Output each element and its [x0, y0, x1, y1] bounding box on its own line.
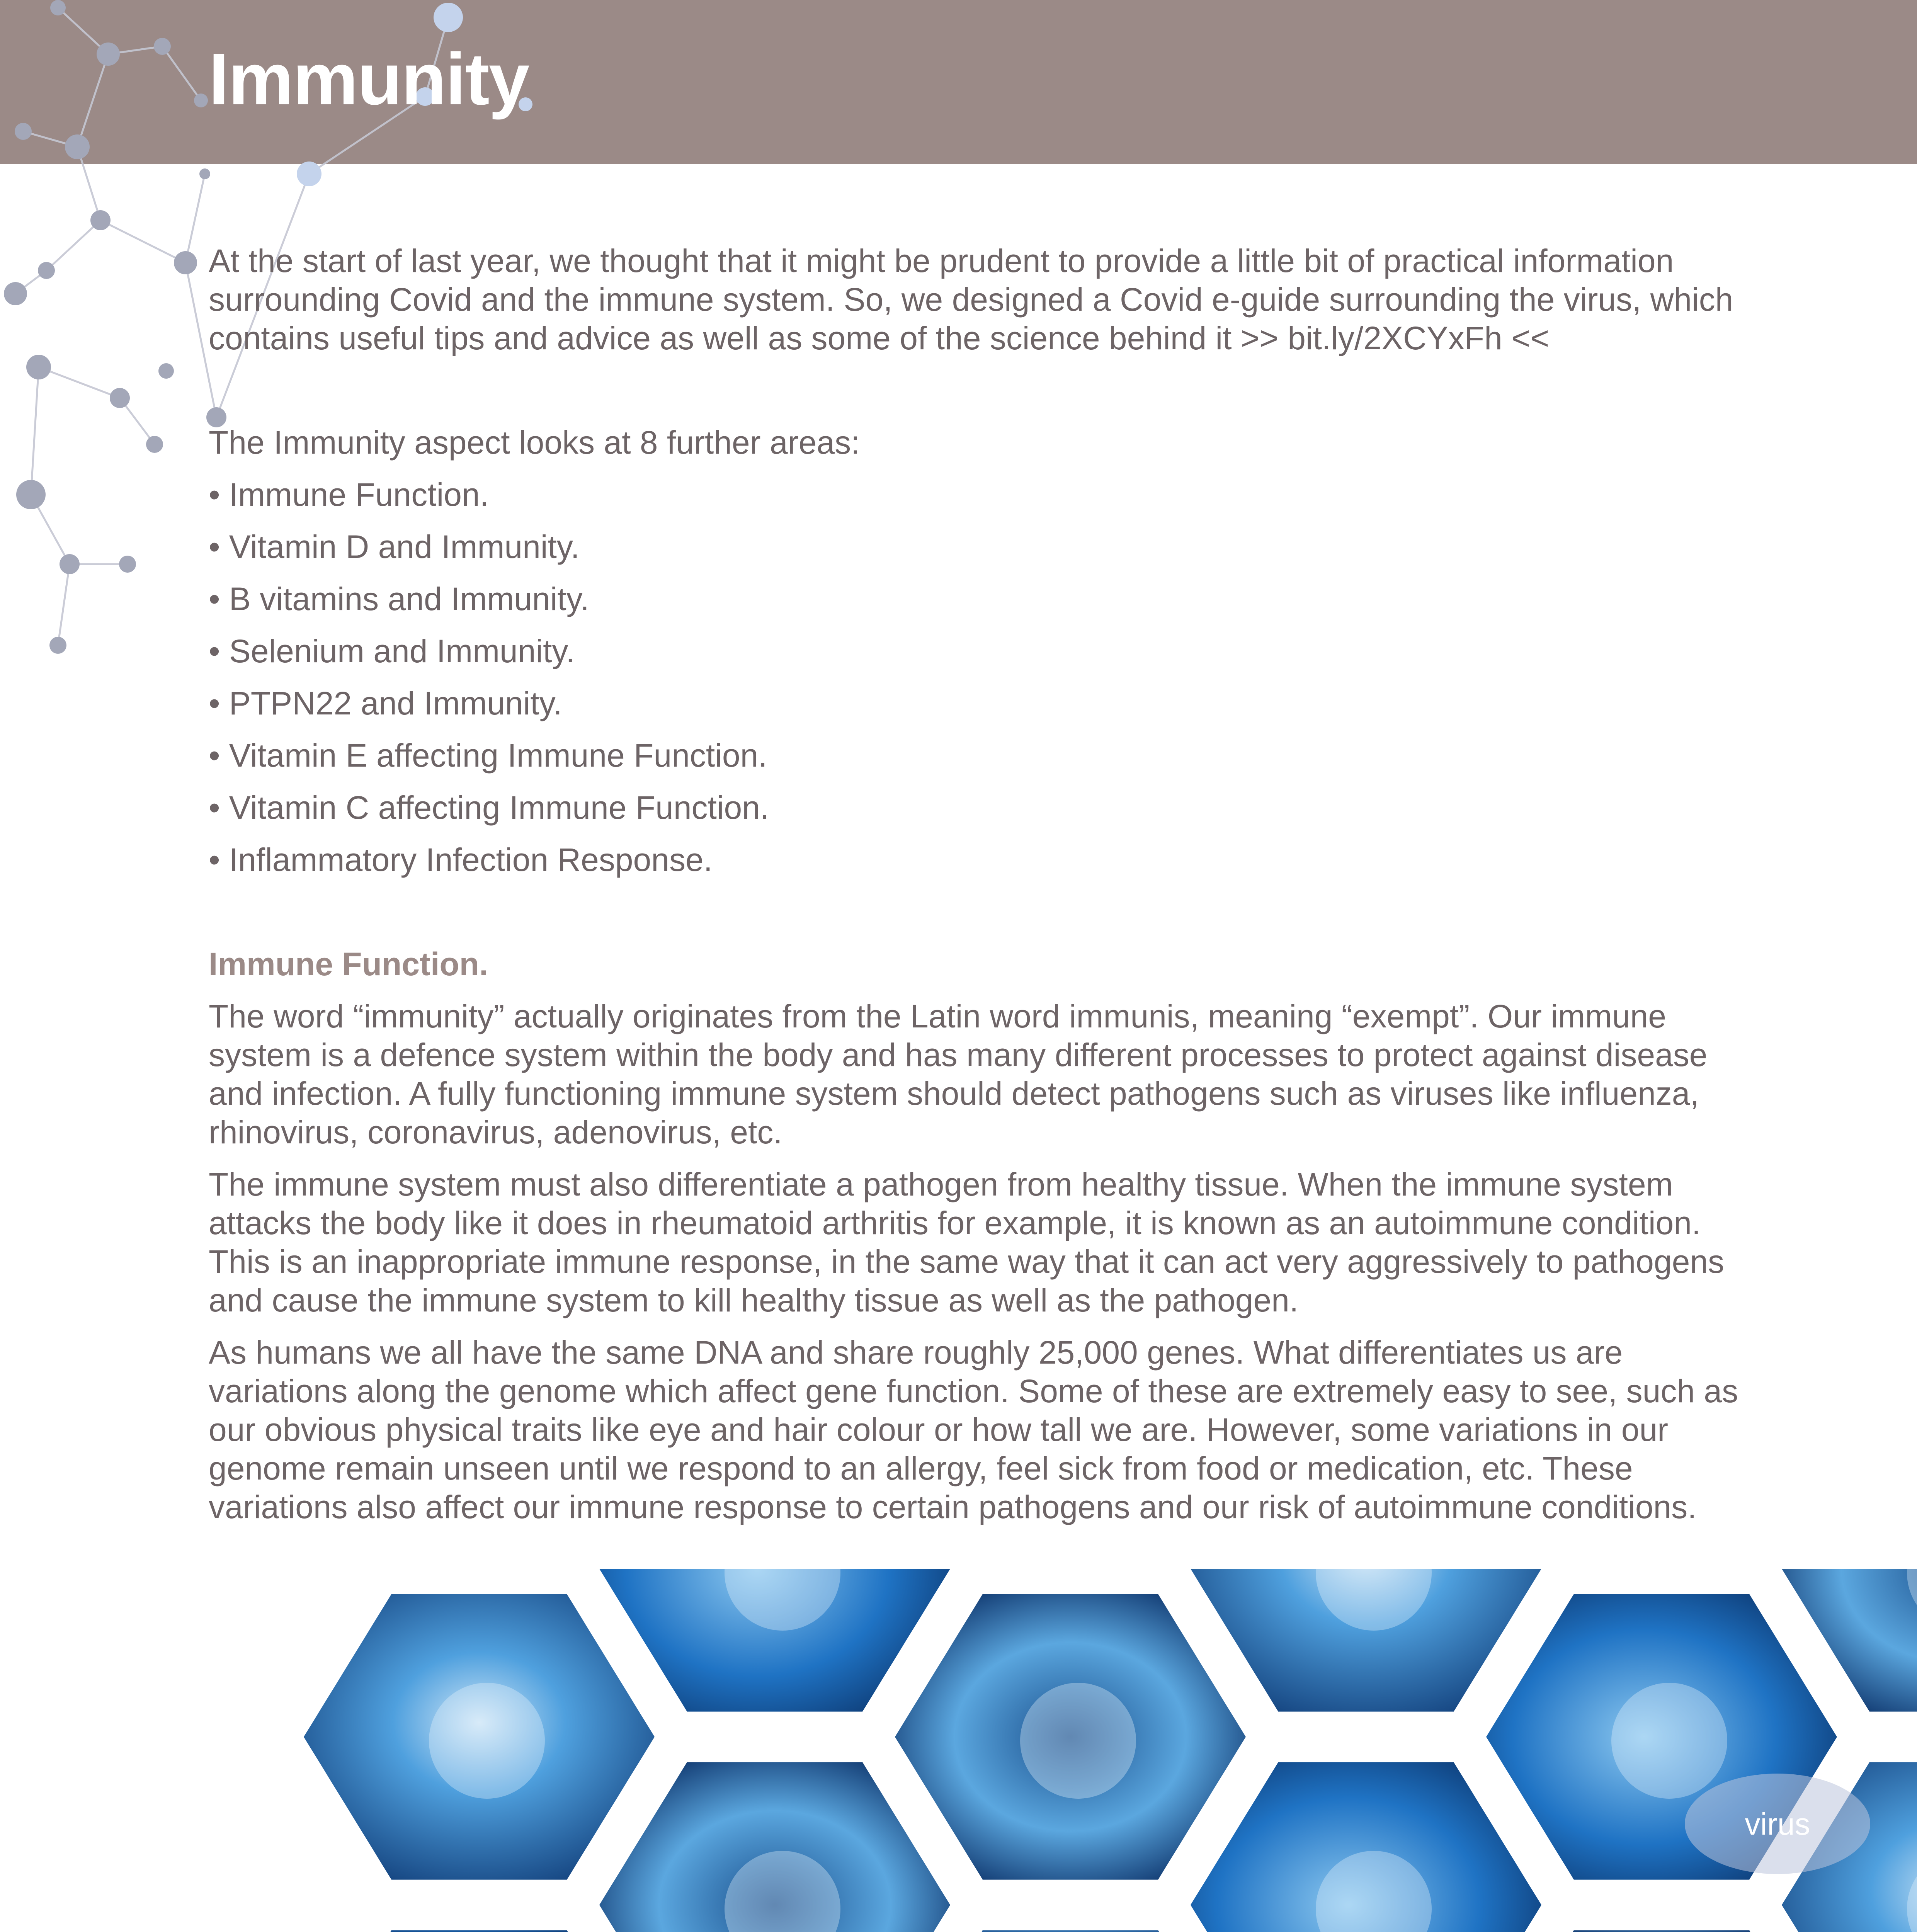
intro-paragraph: At the start of last year, we thought that it might be prudent to provide a little bit of practical information surrounding Covid and the immune system. So, we designed a Covid e-guide surrounding the virus, which contains useful tips and advice as well as some of the science behind it >> bit.ly/2XCYxFh << — [209, 243, 1733, 356]
virus-label: virus — [1745, 1807, 1810, 1841]
virus-particle — [429, 1683, 545, 1799]
body-paragraph: The immune system must also differentiate a pathogen from healthy tissue. When the immune system attacks the body like it does in rheumatoid arthritis for example, it is known as an autoimmune condition. This is an inappropriate immune response, in the same way that it can act very aggressively to pathogens and cause the immune system to kill healthy tissue as well as the pathogen. — [209, 1166, 1725, 1318]
list-item: • Selenium and Immunity. — [209, 633, 575, 669]
page-content — [209, 242, 1754, 1540]
list-item: • Vitamin D and Immunity. — [209, 529, 580, 565]
list-item: • Vitamin E affecting Immune Function. — [209, 737, 767, 774]
virus-particle — [1020, 1683, 1136, 1799]
hexagon-tile — [1486, 1930, 1837, 1932]
list-item: • Inflammatory Infection Response. — [209, 842, 713, 878]
areas-list — [209, 475, 1754, 879]
list-item: • Vitamin C affecting Immune Function. — [209, 789, 769, 826]
hexagon-tile — [304, 1930, 655, 1932]
virus-particle — [1611, 1683, 1727, 1799]
hexagon-tile — [895, 1930, 1246, 1932]
virus-hexagon-illustration — [0, 1569, 1917, 1932]
body-paragraph: As humans we all have the same DNA and share roughly 25,000 genes. What differentiates us are variations along the genome which affect gene function. Some of these are extremely easy to see, such as our obvious physical traits like eye and hair colour or how tall we are. However, some variations in our genome remain unseen until we respond to an allergy, feel sick from food or medication, etc. These variations also affect our immune response to certain pathogens and our risk of autoimmune conditions. — [209, 1334, 1738, 1525]
list-item: • PTPN22 and Immunity. — [209, 685, 562, 721]
list-item: • Immune Function. — [209, 476, 489, 513]
list-item: • B vitamins and Immunity. — [209, 581, 589, 617]
section-heading: Immune Function. — [209, 946, 488, 982]
page-title: Immunity — [209, 38, 529, 120]
body-paragraph: The word “immunity” actually originates from the Latin word immunis, meaning “exempt”. Our immune system is a defence system within the body and has many different processes to protect against disease and infection. A fully functioning immune system should detect pathogens such as viruses like influenza, rhinovirus, coronavirus, adenovirus, etc. — [209, 998, 1708, 1150]
hexagon-grid — [8, 1569, 1917, 1932]
areas-intro: The Immunity aspect looks at 8 further areas: — [209, 424, 860, 461]
